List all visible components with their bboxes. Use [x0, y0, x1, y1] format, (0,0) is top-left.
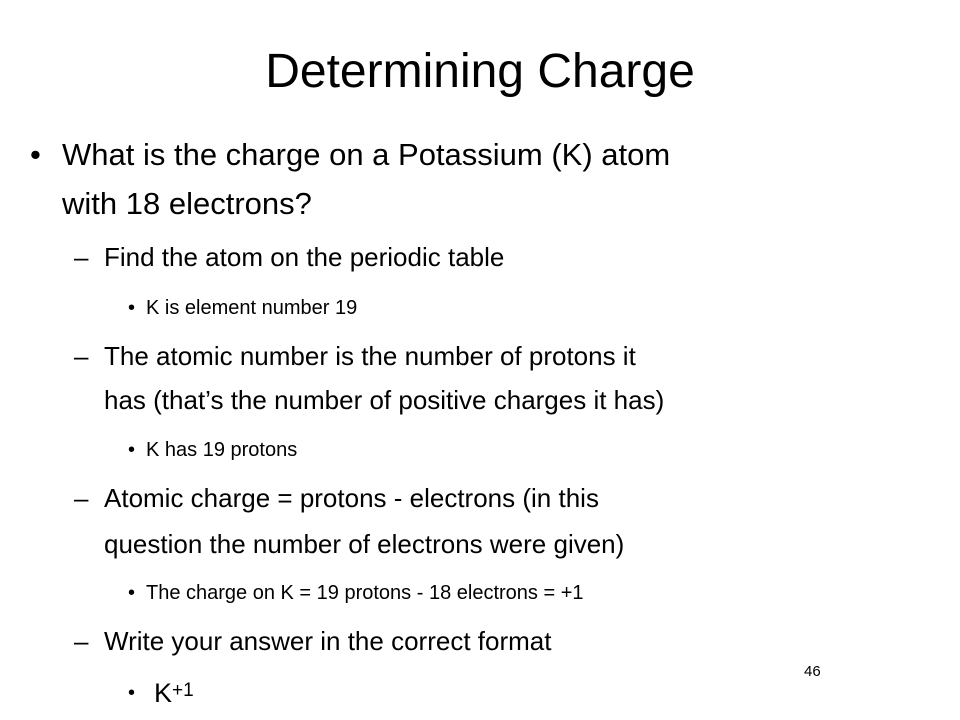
sub-bullet-dot: • — [128, 297, 136, 319]
step-2-line-2: has (that’s the number of positive charges it has) — [104, 385, 665, 415]
step-dash: – — [74, 341, 89, 371]
step-1-detail: K is element number 19 — [146, 297, 358, 319]
answer-formula — [154, 676, 194, 710]
page-number: 46 — [804, 663, 821, 680]
step-4-text: Write your answer in the correct format — [104, 626, 552, 656]
step-1-text: Find the atom on the periodic table — [104, 242, 505, 272]
step-2-detail: K has 19 protons — [146, 439, 298, 461]
step-3-line-2: question the number of electrons were given) — [104, 529, 625, 559]
question-line-2: with 18 electrons? — [62, 186, 312, 221]
sub-bullet-dot: • — [128, 439, 136, 461]
sub-bullet-dot: • — [128, 682, 136, 704]
slide-title: Determining Charge — [265, 45, 695, 98]
answer-symbol: K — [154, 678, 173, 708]
step-2-line-1: The atomic number is the number of protons it — [104, 341, 636, 371]
answer-charge: +1 — [172, 680, 194, 701]
step-dash: – — [74, 626, 89, 656]
bullet-dot: • — [30, 137, 41, 172]
question-line-1: What is the charge on a Potassium (K) atom — [62, 137, 671, 172]
step-dash: – — [74, 483, 89, 513]
step-3-detail: The charge on K = 19 protons - 18 electrons = +1 — [146, 582, 584, 604]
sub-bullet-dot: • — [128, 582, 136, 604]
step-3-line-1: Atomic charge = protons - electrons (in this — [104, 483, 599, 513]
step-dash: – — [74, 242, 89, 272]
